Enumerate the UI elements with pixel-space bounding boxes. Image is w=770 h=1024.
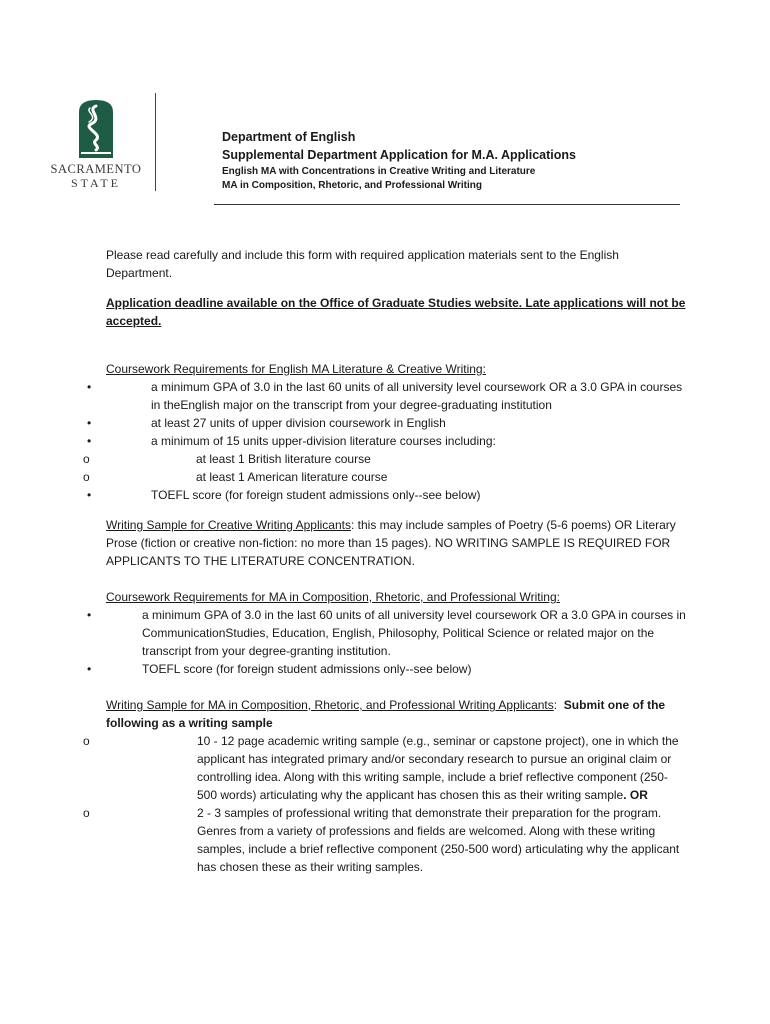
logo-text-state: STATE — [70, 176, 122, 190]
list-subitem — [106, 732, 686, 804]
header-divider-vertical — [155, 93, 156, 191]
hornet-emblem-icon — [77, 100, 115, 158]
intro-paragraph: Please read carefully and include this form with required application materials sent to the English Department. — [106, 248, 619, 280]
list-item: • TOEFL score (for foreign student admissions only--see below) — [106, 486, 686, 504]
cw-writing-sample — [106, 516, 686, 570]
list-item: • a minimum GPA of 3.0 in the last 60 units of all university level coursework OR a 3.0 GPA in courses in theEnglish major on the transcript from your degree-graduating institution — [106, 378, 686, 414]
crpw-sample-instruction: Submit one of the following as a writing sample — [106, 698, 666, 730]
crpw-sample-heading: Writing Sample for MA in Composition, Rhetoric, and Professional Writing Applicants — [106, 698, 554, 712]
document-body — [106, 246, 686, 876]
list-item: • TOEFL score (for foreign student admissions only--see below) — [106, 660, 686, 678]
list-subitem: o at least 1 American literature course — [106, 468, 686, 486]
sacramento-state-logo — [50, 98, 142, 193]
crpw-sample-options — [106, 732, 686, 876]
option-1-text: 10 - 12 page academic writing sample (e.g., seminar or capstone project), one in which the applicant has integrated primary and/or secondary research to pursue an original claim or controlling idea. Along with this writing sample, include a brief reflective component (250-500 words) articulating why the applicant has chosen this as their writing sample — [197, 734, 679, 802]
form-title: Supplemental Department Application for M.A. Applications — [222, 148, 576, 162]
lit-cw-requirements — [106, 378, 686, 504]
list-subitem: o at least 1 British literature course — [106, 450, 686, 468]
list-item: • a minimum GPA of 3.0 in the last 60 units of all university level coursework OR a 3.0 GPA in courses in CommunicationStudies, Education, English, Philosophy, Political Science or related major on the transcript from your degree-granting institution. — [106, 606, 686, 660]
crpw-sample-colon: : — [553, 698, 558, 712]
department-name: Department of English — [222, 130, 356, 144]
list-subitem: o 2 - 3 samples of professional writing that demonstrate their preparation for the program. Genres from a variety of professions and fields are welcomed. Along with these writing samples, include a brief reflective component (250-500 word) articulating why the applicant has chosen these as their writing samples. — [106, 804, 686, 876]
crpw-requirements — [106, 606, 686, 678]
cw-sample-text: : this may include samples of Poetry (5-6 poems) OR Literary Prose (fiction or creative non-fiction: no more than 15 pages). NO WRITING SAMPLE IS REQUIRED FOR APPLICANTS TO THE LITERATURE CONCENTRATION. — [106, 518, 676, 568]
deadline-notice: Application deadline available on the Office of Graduate Studies website. Late applications will not be accepted. — [106, 296, 686, 328]
lit-cw-heading: Coursework Requirements for English MA Literature & Creative Writing: — [106, 362, 486, 376]
header-divider-horizontal — [214, 204, 680, 205]
logo-text-sacramento: SACRAMENTO — [50, 162, 142, 176]
list-item: • at least 27 units of upper division coursework in English — [106, 414, 686, 432]
option-1-or: . OR — [623, 788, 648, 802]
crpw-heading: Coursework Requirements for MA in Composition, Rhetoric, and Professional Writing: — [106, 590, 560, 604]
concentration-line-1: English MA with Concentrations in Creative Writing and Literature — [222, 166, 536, 177]
list-item: • a minimum of 15 units upper-division literature courses including: — [106, 432, 686, 450]
cw-sample-heading: Writing Sample for Creative Writing Applicants — [106, 518, 351, 532]
concentration-line-2: MA in Composition, Rhetoric, and Professional Writing — [222, 180, 483, 191]
crpw-writing-sample — [106, 696, 686, 732]
